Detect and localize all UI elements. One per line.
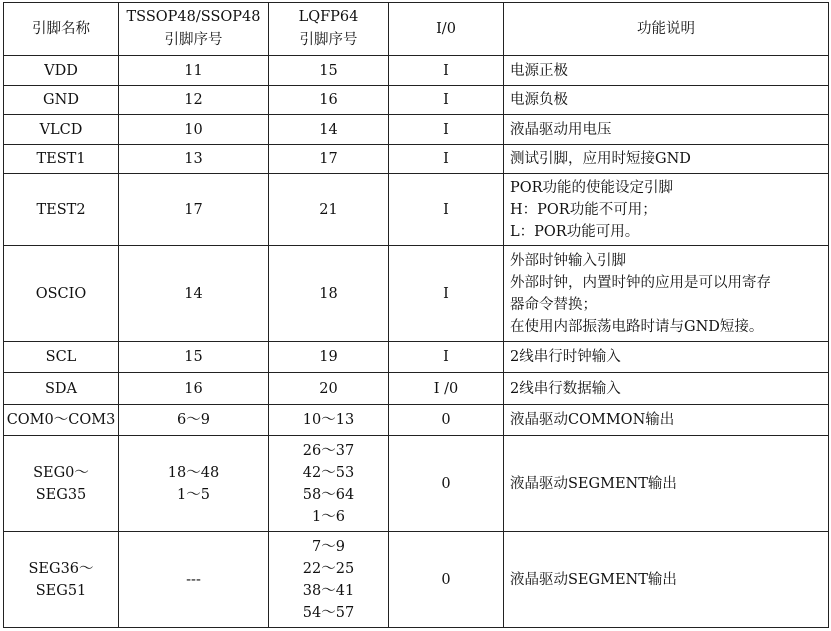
cell-description: 液晶驱动用电压 xyxy=(504,115,829,145)
cell-description: 测试引脚，应用时短接GND xyxy=(504,145,829,174)
table-row xyxy=(4,342,829,373)
cell-description: 2线串行数据输入 xyxy=(504,373,829,405)
cell-pin-name: TEST2 xyxy=(4,174,119,246)
cell-lqfp-pin: 17 xyxy=(269,145,389,174)
cell-pin-name: VDD xyxy=(4,56,119,86)
cell-io: I xyxy=(389,342,504,373)
cell-tssop-pin: 16 xyxy=(119,373,269,405)
table-row xyxy=(4,373,829,405)
table-header-row xyxy=(4,3,829,56)
table-row xyxy=(4,86,829,115)
cell-tssop-pin: 13 xyxy=(119,145,269,174)
header-tssop-pin-number: TSSOP48/SSOP48 引脚序号 xyxy=(119,3,269,56)
cell-lqfp-pin: 16 xyxy=(269,86,389,115)
cell-io: I xyxy=(389,145,504,174)
cell-lqfp-pin: 7～9 22～25 38～41 54～57 xyxy=(269,532,389,628)
table-row xyxy=(4,145,829,174)
cell-io: I /0 xyxy=(389,373,504,405)
cell-tssop-pin: 18～48 1～5 xyxy=(119,436,269,532)
table-row xyxy=(4,532,829,628)
table-row xyxy=(4,246,829,342)
header-pin-name: 引脚名称 xyxy=(4,3,119,56)
cell-lqfp-pin: 15 xyxy=(269,56,389,86)
cell-lqfp-pin: 20 xyxy=(269,373,389,405)
cell-pin-name: SDA xyxy=(4,373,119,405)
cell-io: I xyxy=(389,174,504,246)
cell-lqfp-pin: 26～37 42～53 58～64 1～6 xyxy=(269,436,389,532)
cell-tssop-pin: 10 xyxy=(119,115,269,145)
cell-description: 电源负极 xyxy=(504,86,829,115)
cell-tssop-pin: 14 xyxy=(119,246,269,342)
cell-pin-name: OSCIO xyxy=(4,246,119,342)
cell-description: 液晶驱动COMMON输出 xyxy=(504,405,829,436)
table-row xyxy=(4,436,829,532)
cell-lqfp-pin: 21 xyxy=(269,174,389,246)
header-lqfp-pin-number: LQFP64 引脚序号 xyxy=(269,3,389,56)
cell-lqfp-pin: 14 xyxy=(269,115,389,145)
cell-pin-name: SCL xyxy=(4,342,119,373)
cell-description: 外部时钟输入引脚 外部时钟，内置时钟的应用是可以用寄存 器命令替换； 在使用内部振荡电路时请与GND短接。 xyxy=(504,246,829,342)
cell-io: 0 xyxy=(389,436,504,532)
cell-pin-name: SEG36～ SEG51 xyxy=(4,532,119,628)
cell-description: POR功能的使能设定引脚 H：POR功能不可用； L：POR功能可用。 xyxy=(504,174,829,246)
table-row xyxy=(4,115,829,145)
cell-description: 液晶驱动SEGMENT输出 xyxy=(504,436,829,532)
cell-description: 2线串行时钟输入 xyxy=(504,342,829,373)
cell-tssop-pin: 12 xyxy=(119,86,269,115)
cell-io: I xyxy=(389,86,504,115)
cell-lqfp-pin: 10～13 xyxy=(269,405,389,436)
cell-description: 液晶驱动SEGMENT输出 xyxy=(504,532,829,628)
cell-tssop-pin: 15 xyxy=(119,342,269,373)
cell-tssop-pin: --- xyxy=(119,532,269,628)
cell-tssop-pin: 6～9 xyxy=(119,405,269,436)
cell-pin-name: COM0～COM3 xyxy=(4,405,119,436)
pin-table-container xyxy=(3,2,829,628)
table-row xyxy=(4,56,829,86)
cell-pin-name: VLCD xyxy=(4,115,119,145)
cell-description: 电源正极 xyxy=(504,56,829,86)
cell-tssop-pin: 11 xyxy=(119,56,269,86)
cell-io: I xyxy=(389,246,504,342)
pin-function-table xyxy=(3,2,829,628)
cell-pin-name: TEST1 xyxy=(4,145,119,174)
header-io: I/0 xyxy=(389,3,504,56)
cell-lqfp-pin: 19 xyxy=(269,342,389,373)
cell-io: 0 xyxy=(389,405,504,436)
cell-io: I xyxy=(389,56,504,86)
cell-tssop-pin: 17 xyxy=(119,174,269,246)
table-row xyxy=(4,174,829,246)
cell-io: 0 xyxy=(389,532,504,628)
cell-lqfp-pin: 18 xyxy=(269,246,389,342)
cell-pin-name: SEG0～ SEG35 xyxy=(4,436,119,532)
cell-io: I xyxy=(389,115,504,145)
table-row xyxy=(4,405,829,436)
cell-pin-name: GND xyxy=(4,86,119,115)
header-function-description: 功能说明 xyxy=(504,3,829,56)
